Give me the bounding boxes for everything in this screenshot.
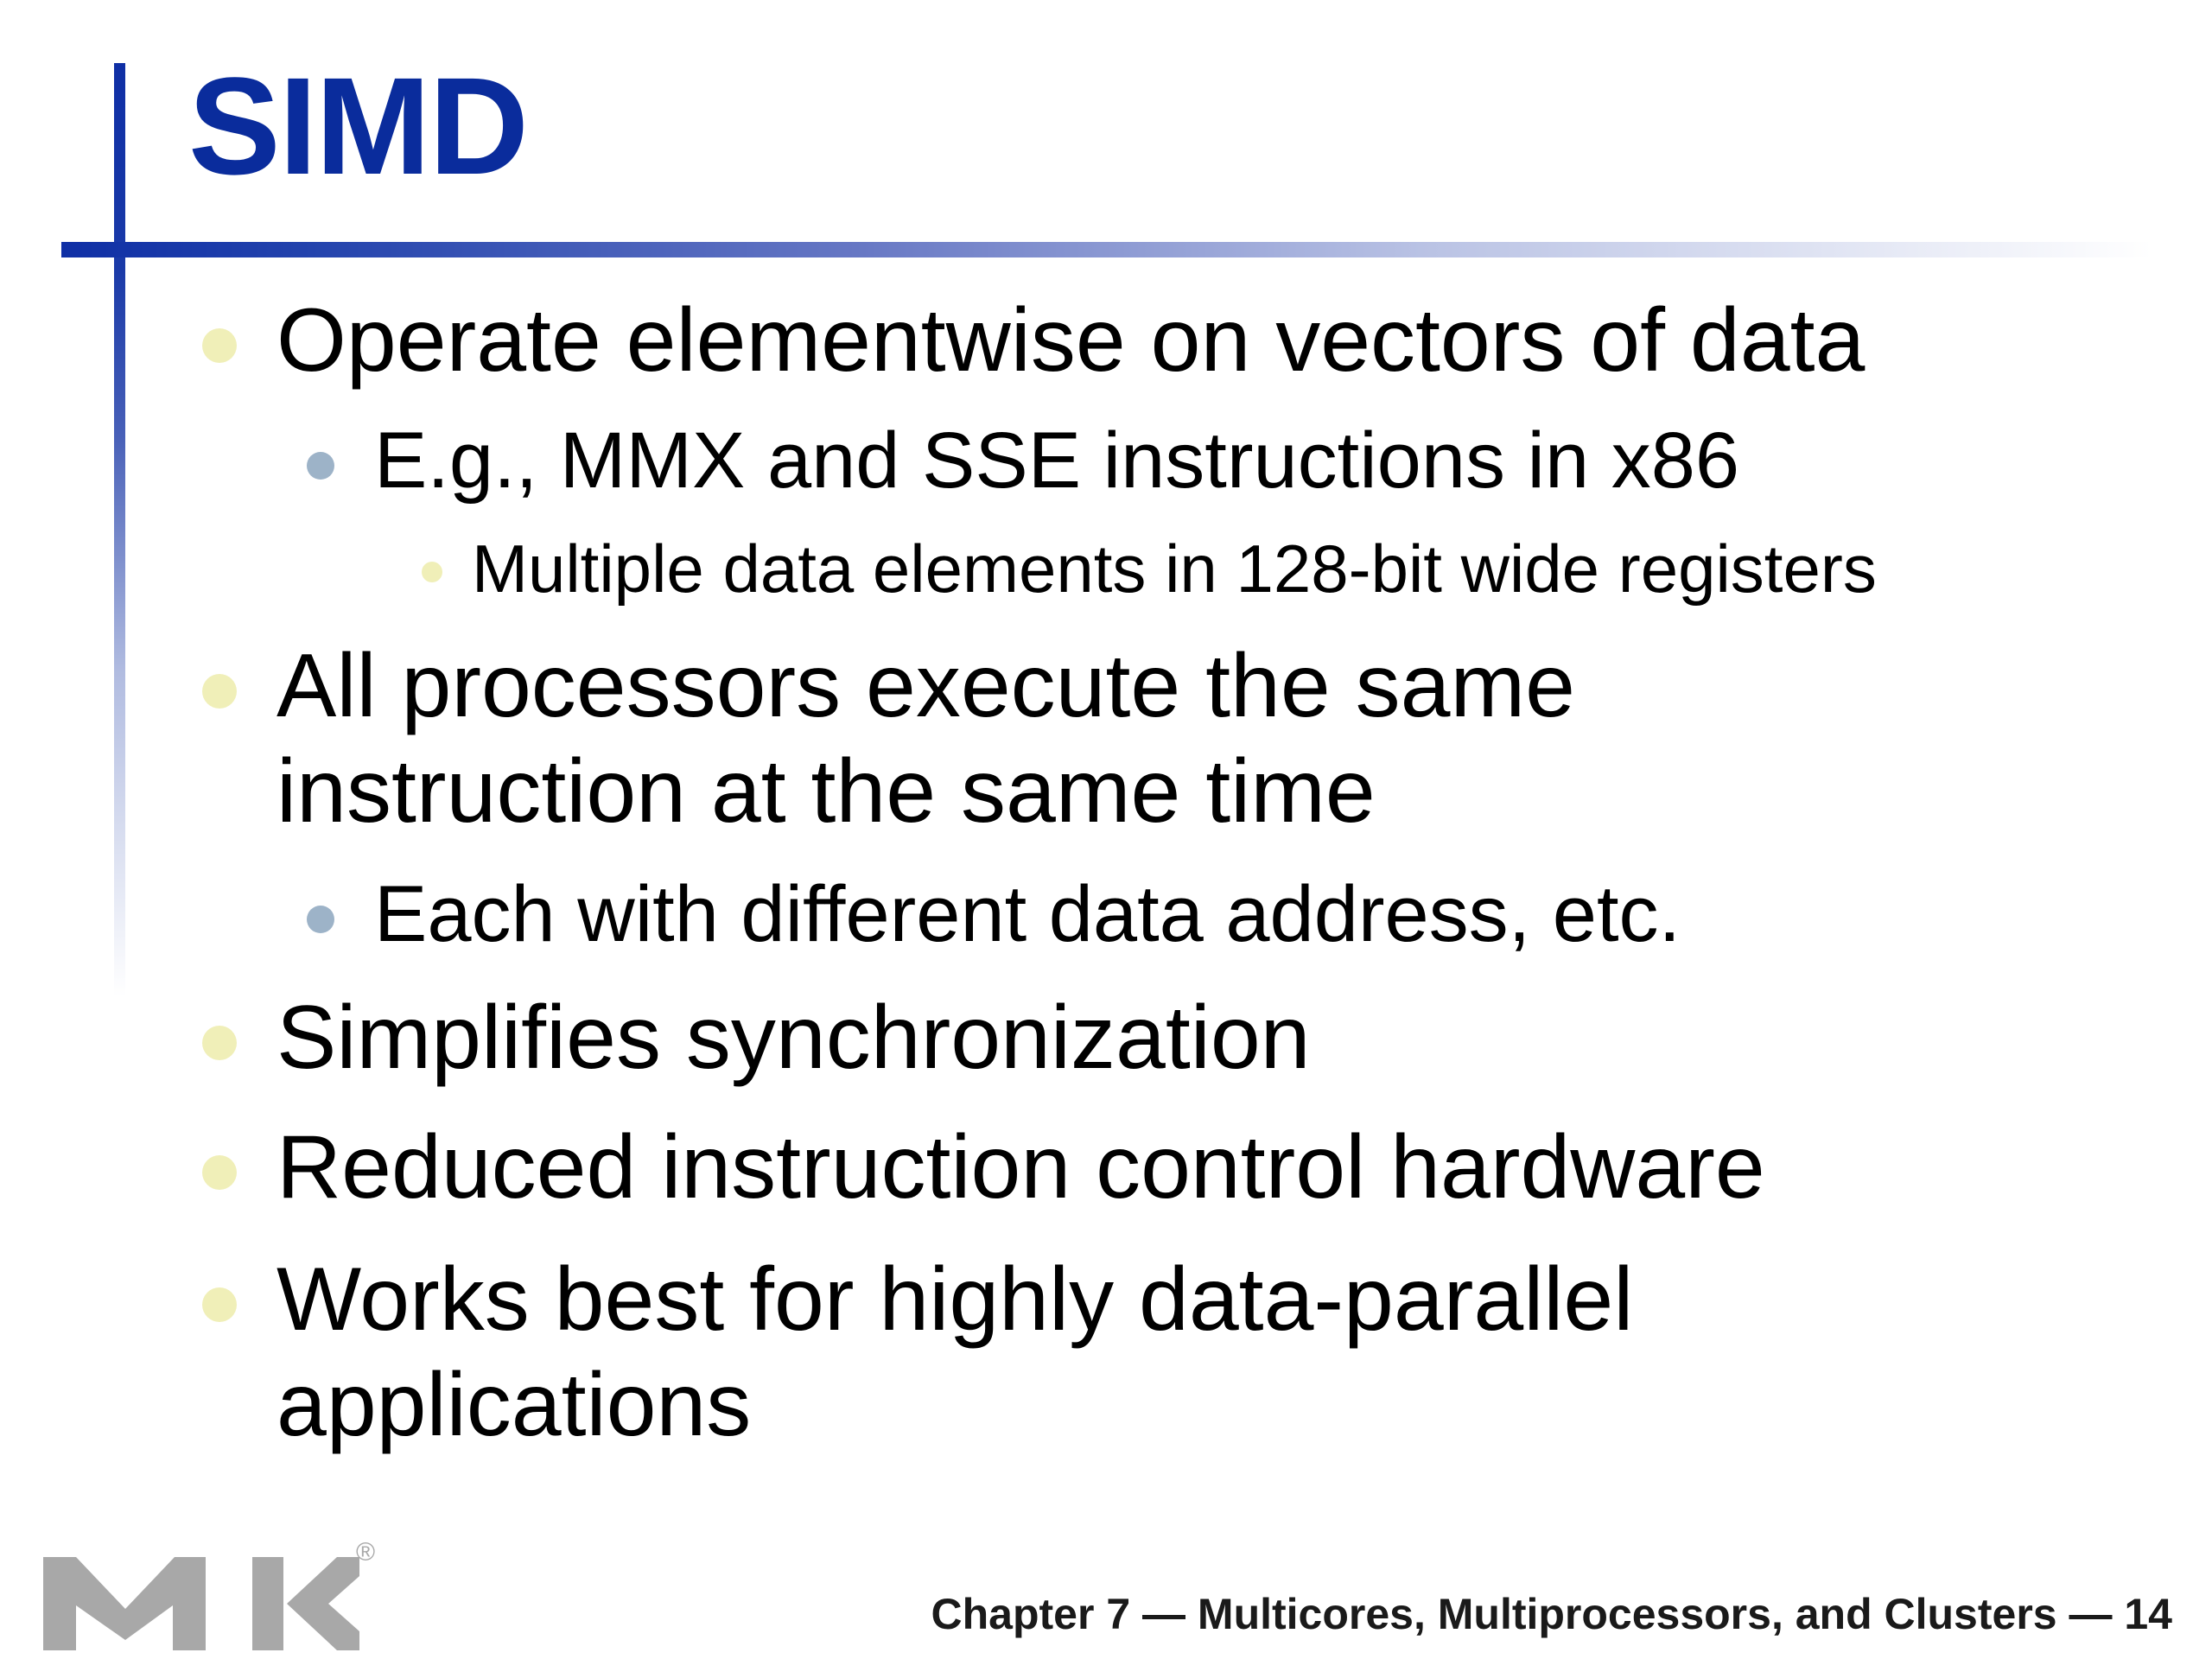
bullet-text: E.g., MMX and SSE instructions in x86	[374, 416, 1740, 505]
bullet-text: Reduced instruction control hardware	[276, 1117, 1765, 1217]
bullet-text: All processors execute the same	[276, 636, 1575, 736]
bullet-dot-icon	[422, 562, 442, 582]
bullet-text: Multiple data elements in 128-bit wide registers	[472, 531, 1877, 607]
bullet-item	[374, 868, 1681, 961]
bullet-text: Works best for highly data-parallel	[276, 1249, 1634, 1350]
bullet-item	[276, 985, 1311, 1090]
bullet-item	[472, 529, 1877, 608]
mk-publisher-logo-icon	[43, 1538, 389, 1659]
bullet-text: Simplifies synchronization	[276, 988, 1311, 1088]
bullet-item	[276, 1115, 1765, 1220]
bullet-dot-icon	[202, 1287, 237, 1322]
bullet-item	[276, 1247, 1633, 1458]
slide-footer: Chapter 7 — Multicores, Multiprocessors, and Clusters — 14	[931, 1590, 2172, 1638]
bullet-text: Each with different data address, etc.	[374, 870, 1681, 958]
bullet-dot-icon	[202, 1155, 237, 1190]
bullet-dot-icon	[307, 906, 334, 933]
bullet-dot-icon	[307, 452, 334, 480]
bullet-text: Operate elementwise on vectors of data	[276, 290, 1866, 391]
registered-mark: ®	[356, 1538, 376, 1567]
bullet-text-continuation: applications	[276, 1355, 752, 1455]
slide-title: SIMD	[188, 48, 527, 203]
bullet-dot-icon	[202, 674, 237, 709]
bullet-dot-icon	[202, 1026, 237, 1060]
bullet-item	[276, 288, 1865, 393]
bullet-text-continuation: instruction at the same time	[276, 741, 1376, 842]
bullet-item	[374, 414, 1739, 507]
bullet-dot-icon	[202, 328, 237, 363]
bullet-item	[276, 633, 1575, 844]
